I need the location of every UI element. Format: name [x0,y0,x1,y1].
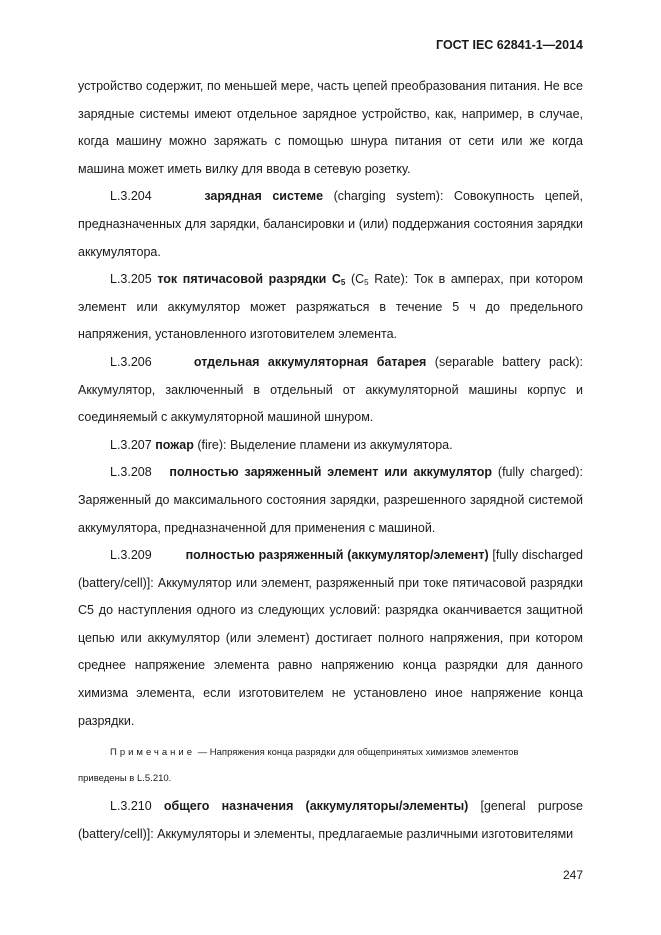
clause-number: L.3.208 [110,465,152,480]
document-body [78,73,583,848]
defined-term: полностью разряженный (аккумулятор/элемент) [185,548,489,563]
definition-l3-207 [78,432,583,460]
note-label: Примечание [110,747,195,759]
clause-number: L.3.209 [110,548,152,563]
note-continuation: приведены в L.5.210. [78,773,172,785]
defined-term: общего назначения (аккумуляторы/элементы) [163,799,469,814]
page-number: 247 [562,868,583,882]
definition-text: Rate): Ток в амперах, при котором элемент или аккумулятор может разряжаться в течение 5 ч до предельного напряжения, установленного изготовителем элемента. [78,272,583,342]
definition-text: (fire): Выделение пламени из аккумулятора. [197,437,453,452]
note [78,741,583,765]
definition-l3-210 [78,793,583,848]
definition-text: (charging system): Совокупность цепей, предназначенных для зарядки, балансировки и (или) поддержания состояния зарядки аккумулятора. [78,189,583,259]
clause-number: L.3.206 [110,354,152,369]
clause-number: L.3.207 [110,437,152,452]
clause-number: L.3.205 [110,272,152,287]
note-text: Напряжения конца разрядки для общепринятых химизмов элементов [209,747,519,759]
clause-number: L.3.204 [110,189,152,204]
definition-text: [general purpose (battery/cell)]: Аккумуляторы и элементы, предлагаемые различными изготовителями [78,799,583,841]
definition-l3-209 [78,542,583,735]
document-header: ГОСТ IEC 62841-1—2014 [436,38,583,52]
definition-l3-205 [78,266,583,349]
defined-term: отдельная аккумуляторная батарея [193,354,427,369]
definition-text: (fully charged): Заряженный до максимального состояния зарядки, разрешенного зарядной системой аккумулятора, предназначенной для применения с машиной. [78,465,583,535]
defined-term: полностью заряженный элемент или аккумулятор [169,465,493,480]
term-subscript: 5 [340,278,346,288]
abbrev-subscript: 5 [364,278,369,288]
clause-number: L.3.210 [110,799,152,814]
abbrev-text: (C [350,272,365,287]
defined-term [157,272,345,286]
defined-term: зарядная системе [204,189,324,204]
definition-l3-208 [78,459,583,542]
definition-l3-206 [78,349,583,432]
definition-text: (separable battery pack): Аккумулятор, заключенный в отдельный от аккумуляторной машины корпус и соединяемый с аккумуляторной машиной шнуром. [78,354,583,425]
definition-text: [fully discharged (battery/cell)]: Аккумулятор или элемент, разряженный при токе пятичасовой разрядки C5 до наступления одного из следующих условий: разрядка оканчивается защитной цепью или аккумулятор (или элемент) достигает полного напряжения, при котором среднее напряжение элемента равно напряжению конца разрядки для данного химизма элемента, если изготовителем не установлено иное напряжение конца разрядки. [78,548,583,728]
defined-term: пожар [155,437,194,452]
definition-l3-204 [78,183,583,266]
defined-term-text: ток пятичасовой разрядки C [157,272,341,287]
note-dash: — [197,747,208,759]
paragraph-continuation: устройство содержит, по меньшей мере, часть цепей преобразования питания. Не все зарядные системы имеют отдельное зарядное устройство, как, например, в случае, когда машину можно заряжать с помощью шнура питания от сети или же когда машина может иметь вилку для ввода в сетевую розетку. [78,79,583,176]
term-abbrev [351,272,369,286]
